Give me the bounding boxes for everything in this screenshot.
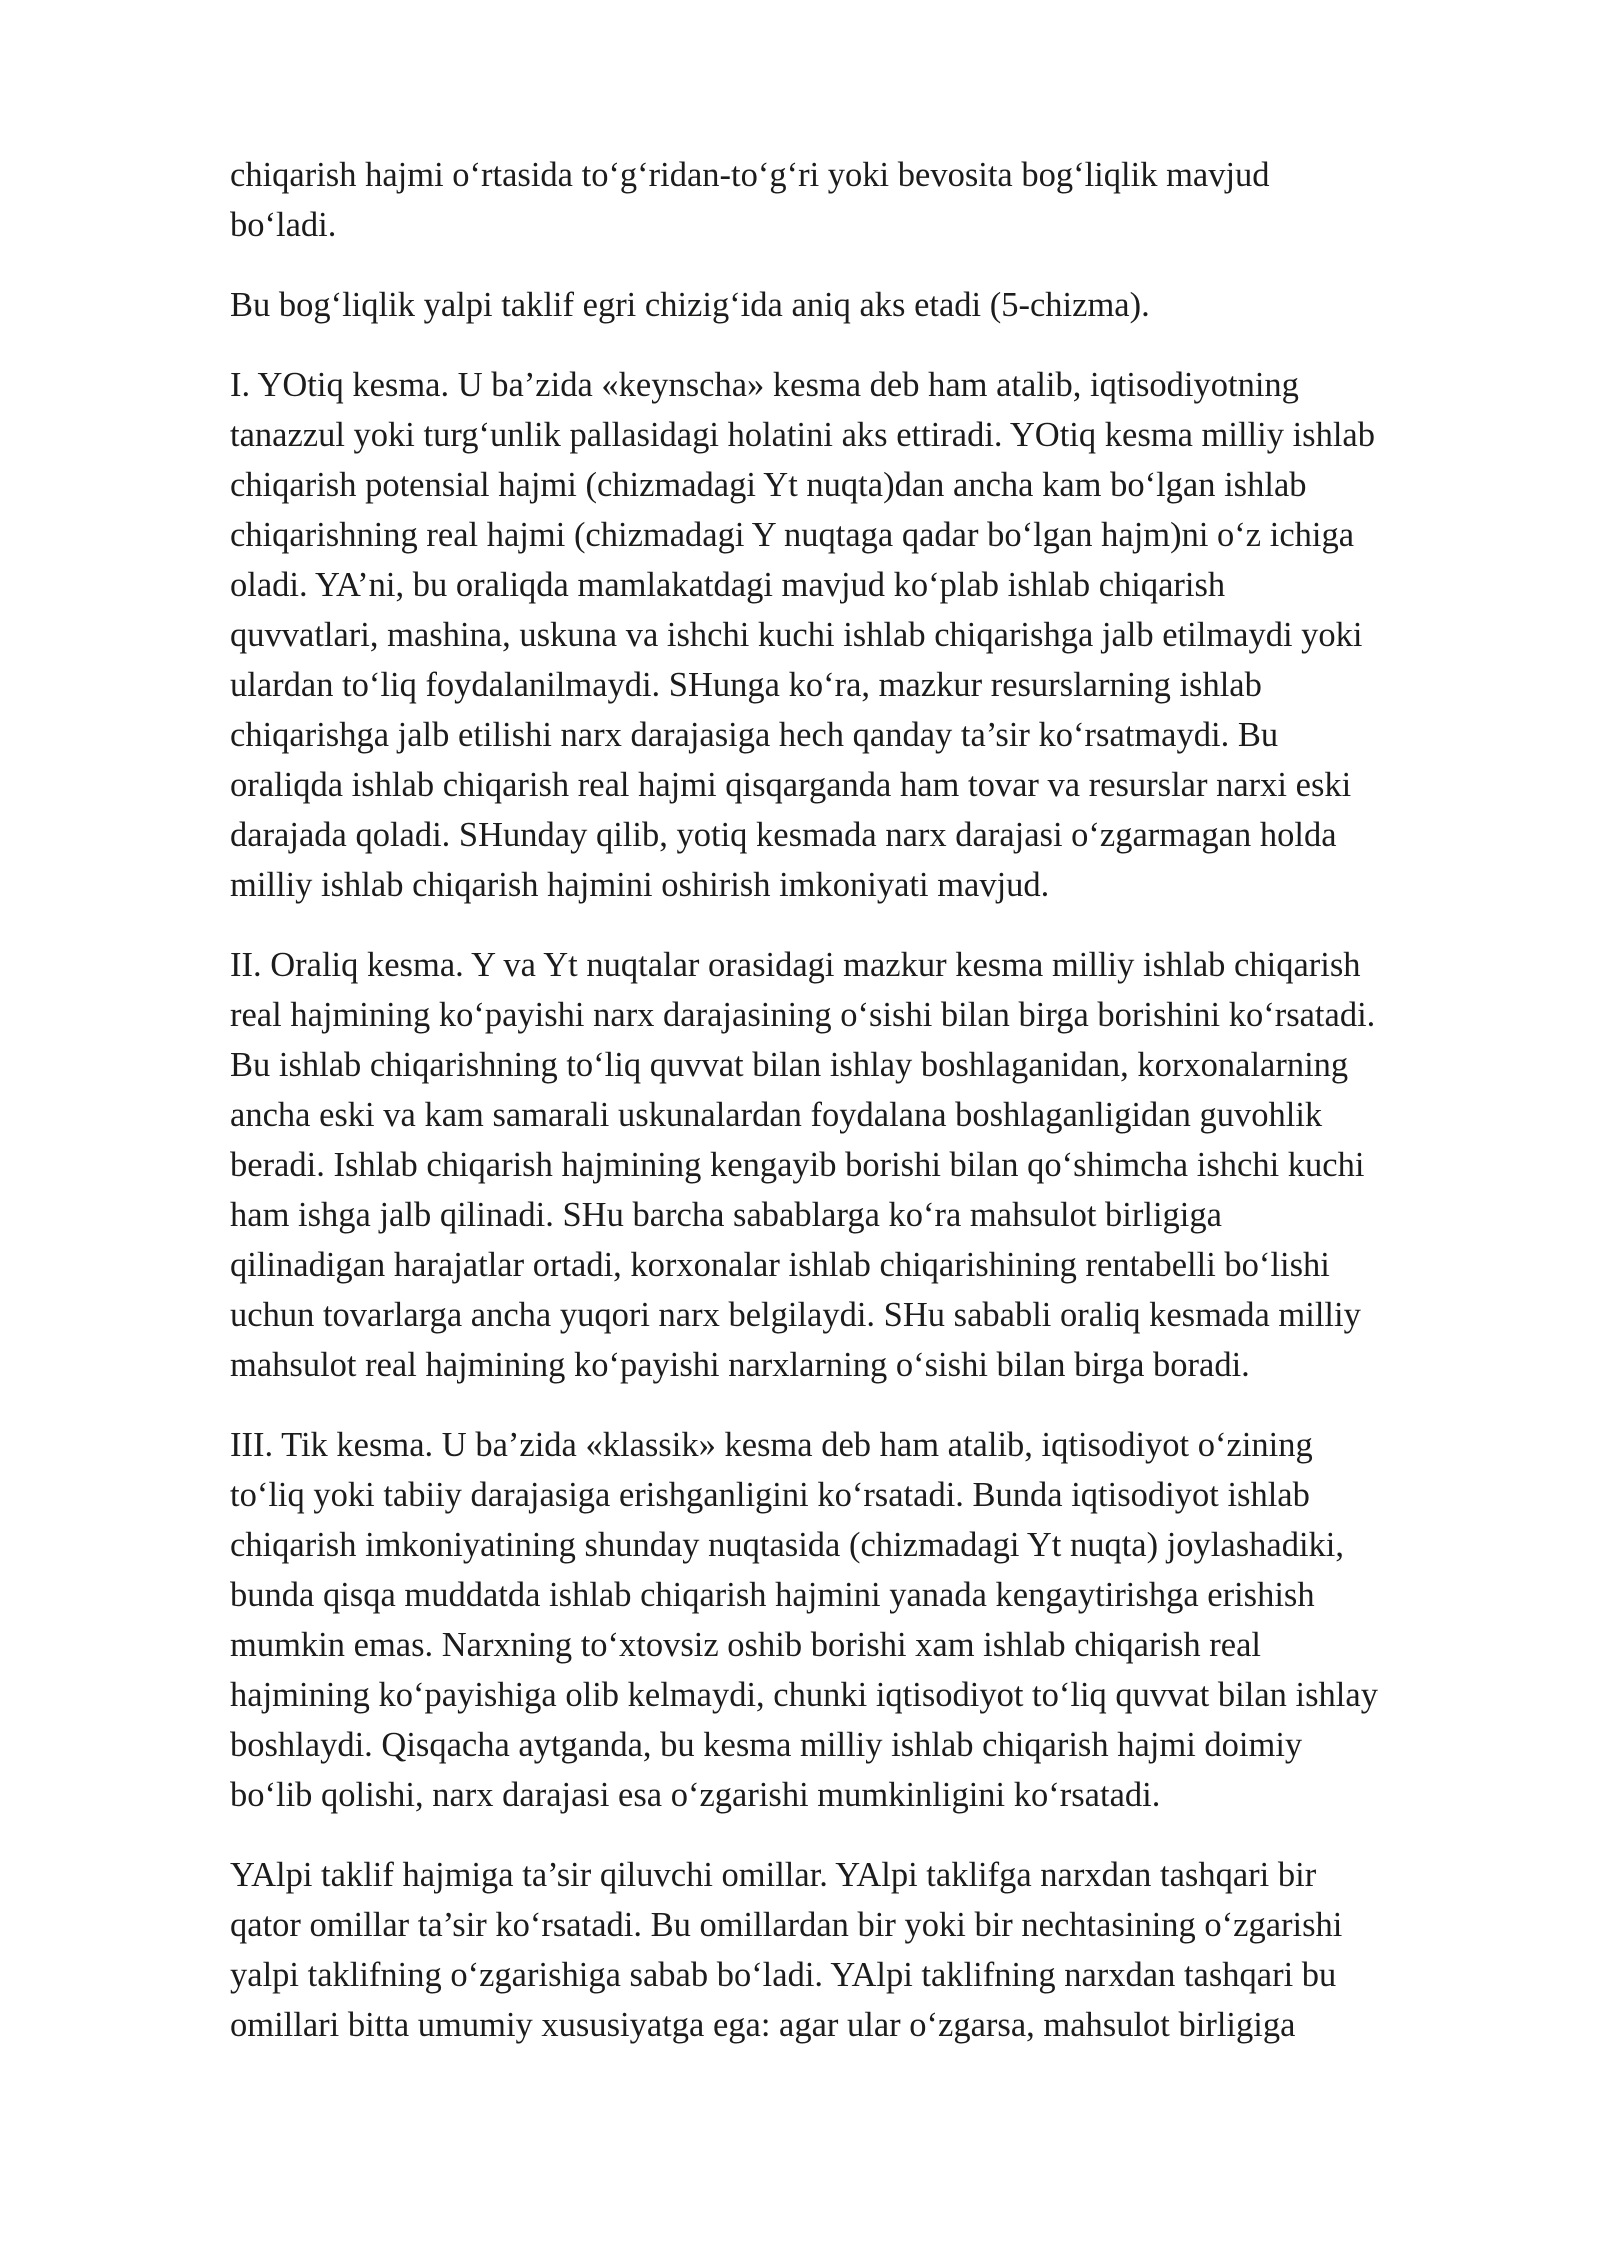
- paragraph-intermediate-segment: [230, 940, 1520, 1390]
- text-line: tanazzul yoki turg‘unlik pallasidagi holatini aks ettiradi. YOtiq kesma milliy ishlab: [230, 416, 1375, 454]
- paragraph-vertical-segment: [230, 1420, 1520, 1820]
- text-line: bunda qisqa muddatda ishlab chiqarish hajmini yanada kengaytirishga erishish: [230, 1576, 1315, 1614]
- text-line: real hajmining ko‘payishi narx darajasining o‘sishi bilan birga borishini ko‘rsatadi.: [230, 996, 1376, 1034]
- text-line: ancha eski va kam samarali uskunalardan foydalana boshlaganligidan guvohlik: [230, 1096, 1323, 1134]
- text-line: to‘liq yoki tabiiy darajasiga erishganligini ko‘rsatadi. Bunda iqtisodiyot ishlab: [230, 1476, 1310, 1514]
- paragraph-2: [230, 280, 1520, 330]
- paragraph-1: [230, 150, 1520, 250]
- text-line: I. YOtiq kesma. U ba’zida «keynscha» kesma deb ham atalib, iqtisodiyotning: [230, 366, 1299, 404]
- paragraph-supply-factors: [230, 1850, 1520, 2050]
- text-line: milliy ishlab chiqarish hajmini oshirish imkoniyati mavjud.: [230, 866, 1050, 904]
- text-line: oraliqda ishlab chiqarish real hajmi qisqarganda ham tovar va resurslar narxi eski: [230, 766, 1352, 804]
- text-line: omillari bitta umumiy xususiyatga ega: agar ular o‘zgarsa, mahsulot birligiga: [230, 2006, 1296, 2044]
- text-line: chiqarish potensial hajmi (chizmadagi Yt nuqta)dan ancha kam bo‘lgan ishlab: [230, 466, 1307, 504]
- text-line: quvvatlari, mashina, uskuna va ishchi kuchi ishlab chiqarishga jalb etilmaydi yoki: [230, 616, 1363, 654]
- text-line: mahsulot real hajmining ko‘payishi narxlarning o‘sishi bilan birga boradi.: [230, 1346, 1250, 1384]
- text-line: qilinadigan harajatlar ortadi, korxonalar ishlab chiqarishining rentabelli bo‘lishi: [230, 1246, 1330, 1284]
- text-line: mumkin emas. Narxning to‘xtovsiz oshib borishi xam ishlab chiqarish real: [230, 1626, 1261, 1664]
- text-line: yalpi taklifning o‘zgarishiga sabab bo‘ladi. YAlpi taklifning narxdan tashqari bu: [230, 1956, 1337, 1994]
- document-page: [230, 150, 1520, 2080]
- text-line: hajmining ko‘payishiga olib kelmaydi, chunki iqtisodiyot to‘liq quvvat bilan ishlay: [230, 1676, 1378, 1714]
- text-line: Bu bog‘liqlik yalpi taklif egri chizig‘ida aniq aks etadi (5-chizma).: [230, 286, 1150, 324]
- text-line: ulardan to‘liq foydalanilmaydi. SHunga ko‘ra, mazkur resurslarning ishlab: [230, 666, 1262, 704]
- text-line: II. Oraliq kesma. Y va Yt nuqtalar orasidagi mazkur kesma milliy ishlab chiqarish: [230, 946, 1361, 984]
- text-line: ham ishga jalb qilinadi. SHu barcha sabablarga ko‘ra mahsulot birligiga: [230, 1196, 1222, 1234]
- text-line: chiqarishga jalb etilishi narx darajasiga hech qanday ta’sir ko‘rsatmaydi. Bu: [230, 716, 1279, 754]
- text-line: beradi. Ishlab chiqarish hajmining kengayib borishi bilan qo‘shimcha ishchi kuchi: [230, 1146, 1365, 1184]
- text-line: darajada qoladi. SHunday qilib, yotiq kesmada narx darajasi o‘zgarmagan holda: [230, 816, 1337, 854]
- paragraph-horizontal-segment: [230, 360, 1520, 910]
- text-line: Bu ishlab chiqarishning to‘liq quvvat bilan ishlay boshlaganidan, korxonalarning: [230, 1046, 1349, 1084]
- text-line: boshlaydi. Qisqacha aytganda, bu kesma milliy ishlab chiqarish hajmi doimiy: [230, 1726, 1303, 1764]
- text-line: qator omillar ta’sir ko‘rsatadi. Bu omillardan bir yoki bir nechtasining o‘zgarishi: [230, 1906, 1343, 1944]
- text-line: chiqarish hajmi o‘rtasida to‘g‘ridan-to‘g‘ri yoki bevosita bog‘liqlik mavjud: [230, 156, 1270, 194]
- text-line: bo‘lib qolishi, narx darajasi esa o‘zgarishi mumkinligini ko‘rsatadi.: [230, 1776, 1161, 1814]
- text-line: oladi. YA’ni, bu oraliqda mamlakatdagi mavjud ko‘plab ishlab chiqarish: [230, 566, 1226, 604]
- text-line: YAlpi taklif hajmiga ta’sir qiluvchi omillar. YAlpi taklifga narxdan tashqari bir: [230, 1856, 1317, 1894]
- text-line: III. Tik kesma. U ba’zida «klassik» kesma deb ham atalib, iqtisodiyot o‘zining: [230, 1426, 1313, 1464]
- text-line: bo‘ladi.: [230, 206, 337, 244]
- text-line: chiqarish imkoniyatining shunday nuqtasida (chizmadagi Yt nuqta) joylashadiki,: [230, 1526, 1344, 1564]
- text-line: chiqarishning real hajmi (chizmadagi Y nuqtaga qadar bo‘lgan hajm)ni o‘z ichiga: [230, 516, 1355, 554]
- text-line: uchun tovarlarga ancha yuqori narx belgilaydi. SHu sababli oraliq kesmada milliy: [230, 1296, 1361, 1334]
